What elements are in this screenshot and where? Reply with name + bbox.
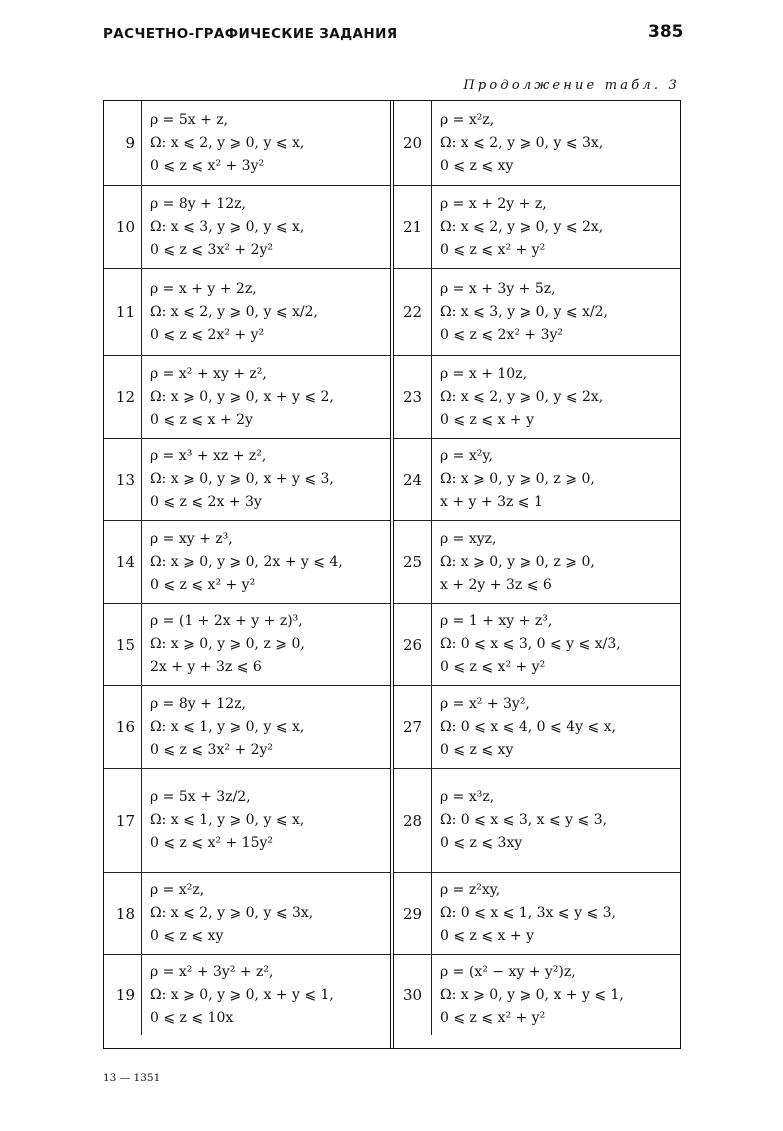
table-row xyxy=(394,521,680,604)
table-row xyxy=(104,356,390,439)
formula-line: 0 ⩽ z ⩽ 10x xyxy=(150,1009,234,1026)
formula-line: ρ = x + 3y + 5z, xyxy=(440,280,556,297)
formula-line: Ω: x ⩽ 2, y ⩾ 0, y ⩽ 2x, xyxy=(440,218,604,235)
variant-formula xyxy=(432,873,680,954)
formula-line: Ω: x ⩾ 0, y ⩾ 0, x + y ⩽ 2, xyxy=(150,388,334,405)
formula-line: Ω: x ⩾ 0, y ⩾ 0, 2x + y ⩽ 4, xyxy=(150,553,343,570)
formula-line: ρ = x³ + xz + z², xyxy=(150,448,267,464)
table-row xyxy=(104,269,390,356)
table-row xyxy=(394,769,680,873)
running-header-title: РАСЧЕТНО-ГРАФИЧЕСКИЕ ЗАДАНИЯ xyxy=(103,26,398,42)
formula-line: ρ = xyz, xyxy=(440,530,497,547)
table-row xyxy=(394,101,680,186)
table-row xyxy=(394,439,680,521)
table-right-column xyxy=(394,101,680,1048)
formula-line: ρ = x² + 3y², xyxy=(440,695,530,712)
variant-number: 22 xyxy=(394,269,432,355)
formula-line: ρ = x²y, xyxy=(440,448,493,464)
variant-number: 13 xyxy=(104,439,142,520)
variant-number: 28 xyxy=(394,769,432,872)
problem-table xyxy=(103,100,681,1049)
variant-formula xyxy=(142,186,390,268)
formula-line: ρ = 5x + 3z/2, xyxy=(150,789,251,805)
formula-line: Ω: x ⩾ 0, y ⩾ 0, z ⩾ 0, xyxy=(440,553,595,570)
formula-line: Ω: x ⩽ 2, y ⩾ 0, y ⩽ 3x, xyxy=(440,134,604,151)
variant-formula xyxy=(142,769,390,872)
variant-formula xyxy=(432,521,680,603)
variant-formula xyxy=(432,604,680,685)
formula-line: Ω: 0 ⩽ x ⩽ 4, 0 ⩽ 4y ⩽ x, xyxy=(440,718,616,735)
variant-number: 26 xyxy=(394,604,432,685)
variant-formula xyxy=(142,873,390,954)
table-continuation-caption: Продолжение табл. 3 xyxy=(463,78,680,93)
formula-line: 0 ⩽ z ⩽ 3x² + 2y² xyxy=(150,241,274,258)
table-row xyxy=(394,269,680,356)
table-row xyxy=(104,955,390,1035)
formula-line: ρ = (x² − xy + y²)z, xyxy=(440,963,576,980)
table-row xyxy=(394,955,680,1035)
formula-line: Ω: x ⩾ 0, y ⩾ 0, x + y ⩽ 3, xyxy=(150,471,334,487)
formula-line: Ω: 0 ⩽ x ⩽ 3, 0 ⩽ y ⩽ x/3, xyxy=(440,636,621,652)
formula-line: ρ = x² + xy + z², xyxy=(150,365,267,382)
table-row xyxy=(104,101,390,186)
variant-number: 19 xyxy=(104,955,142,1035)
formula-line: 0 ⩽ z ⩽ x² + 15y² xyxy=(150,835,274,851)
formula-line: ρ = x + y + 2z, xyxy=(150,280,257,297)
formula-line: Ω: x ⩽ 1, y ⩾ 0, y ⩽ x, xyxy=(150,812,305,828)
page-number: 385 xyxy=(648,22,684,42)
formula-line: Ω: 0 ⩽ x ⩽ 1, 3x ⩽ y ⩽ 3, xyxy=(440,905,616,921)
formula-line: ρ = (1 + 2x + y + z)³, xyxy=(150,613,303,629)
formula-line: 0 ⩽ z ⩽ xy xyxy=(440,741,514,758)
table-left-column xyxy=(104,101,394,1048)
formula-line: 0 ⩽ z ⩽ x + y xyxy=(440,928,534,944)
variant-formula xyxy=(432,439,680,520)
formula-line: 0 ⩽ z ⩽ 3xy xyxy=(440,835,523,851)
formula-line: 0 ⩽ z ⩽ 3x² + 2y² xyxy=(150,741,274,758)
variant-number: 11 xyxy=(104,269,142,355)
formula-line: 0 ⩽ z ⩽ 2x² + 3y² xyxy=(440,326,564,343)
formula-line: 0 ⩽ z ⩽ x² + y² xyxy=(440,1009,546,1026)
formula-line: ρ = 5x + z, xyxy=(150,111,229,128)
formula-line: 0 ⩽ z ⩽ xy xyxy=(440,157,514,174)
variant-number: 27 xyxy=(394,686,432,768)
formula-line: Ω: x ⩾ 0, y ⩾ 0, z ⩾ 0, xyxy=(150,636,305,652)
variant-number: 16 xyxy=(104,686,142,768)
formula-line: 0 ⩽ z ⩽ x² + 3y² xyxy=(150,157,265,174)
variant-number: 9 xyxy=(104,101,142,185)
variant-formula xyxy=(432,769,680,872)
formula-line: Ω: x ⩽ 2, y ⩾ 0, y ⩽ 3x, xyxy=(150,905,314,921)
table-row xyxy=(394,604,680,686)
table-row xyxy=(104,604,390,686)
variant-formula xyxy=(432,686,680,768)
variant-number: 23 xyxy=(394,356,432,438)
table-row xyxy=(104,769,390,873)
variant-formula xyxy=(142,604,390,685)
variant-number: 18 xyxy=(104,873,142,954)
variant-number: 15 xyxy=(104,604,142,685)
table-row xyxy=(104,521,390,604)
formula-line: x + y + 3z ⩽ 1 xyxy=(440,494,543,510)
variant-number: 30 xyxy=(394,955,432,1035)
table-row xyxy=(104,186,390,269)
table-row xyxy=(394,356,680,439)
table-row xyxy=(394,686,680,769)
variant-number: 21 xyxy=(394,186,432,268)
formula-line: 0 ⩽ z ⩽ x² + y² xyxy=(150,576,256,593)
variant-number: 24 xyxy=(394,439,432,520)
formula-line: 0 ⩽ z ⩽ xy xyxy=(150,928,224,944)
formula-line: 0 ⩽ z ⩽ x + 2y xyxy=(150,411,253,428)
formula-line: Ω: x ⩾ 0, y ⩾ 0, z ⩾ 0, xyxy=(440,471,595,487)
variant-formula xyxy=(432,955,680,1035)
formula-line: 0 ⩽ z ⩽ 2x² + y² xyxy=(150,326,265,343)
formula-line: Ω: x ⩾ 0, y ⩾ 0, x + y ⩽ 1, xyxy=(150,986,334,1003)
formula-line: Ω: x ⩽ 2, y ⩾ 0, y ⩽ 2x, xyxy=(440,388,604,405)
table-row xyxy=(104,439,390,521)
variant-number: 29 xyxy=(394,873,432,954)
formula-line: ρ = x + 2y + z, xyxy=(440,195,547,212)
variant-formula xyxy=(432,269,680,355)
variant-number: 14 xyxy=(104,521,142,603)
variant-formula xyxy=(432,356,680,438)
formula-line: ρ = x + 10z, xyxy=(440,365,528,382)
formula-line: 0 ⩽ z ⩽ x² + y² xyxy=(440,659,546,675)
variant-formula xyxy=(142,955,390,1035)
variant-formula xyxy=(432,101,680,185)
formula-line: 0 ⩽ z ⩽ x + y xyxy=(440,411,534,428)
variant-formula xyxy=(142,521,390,603)
variant-formula xyxy=(142,356,390,438)
variant-formula xyxy=(142,269,390,355)
formula-line: 0 ⩽ z ⩽ x² + y² xyxy=(440,241,546,258)
variant-number: 25 xyxy=(394,521,432,603)
table-row xyxy=(104,873,390,955)
formula-line: 0 ⩽ z ⩽ 2x + 3y xyxy=(150,494,262,510)
formula-line: ρ = 8y + 12z, xyxy=(150,695,246,712)
footer-code: 13 — 1351 xyxy=(103,1072,161,1084)
variant-number: 10 xyxy=(104,186,142,268)
formula-line: Ω: x ⩽ 1, y ⩾ 0, y ⩽ x, xyxy=(150,718,305,735)
formula-line: ρ = x²z, xyxy=(440,111,495,128)
formula-line: Ω: x ⩾ 0, y ⩾ 0, x + y ⩽ 1, xyxy=(440,986,624,1003)
formula-line: ρ = x³z, xyxy=(440,789,495,805)
formula-line: ρ = xy + z³, xyxy=(150,530,233,547)
table-row xyxy=(394,186,680,269)
formula-line: Ω: x ⩽ 2, y ⩾ 0, y ⩽ x, xyxy=(150,134,305,151)
variant-number: 17 xyxy=(104,769,142,872)
formula-line: ρ = 1 + xy + z³, xyxy=(440,613,553,629)
formula-line: x + 2y + 3z ⩽ 6 xyxy=(440,576,552,593)
table-row xyxy=(394,873,680,955)
formula-line: Ω: x ⩽ 3, y ⩾ 0, y ⩽ x/2, xyxy=(440,303,608,320)
table-row xyxy=(104,686,390,769)
formula-line: ρ = z²xy, xyxy=(440,882,501,898)
formula-line: ρ = x²z, xyxy=(150,882,205,898)
formula-line: ρ = 8y + 12z, xyxy=(150,195,246,212)
formula-line: ρ = x² + 3y² + z², xyxy=(150,963,274,980)
formula-line: Ω: 0 ⩽ x ⩽ 3, x ⩽ y ⩽ 3, xyxy=(440,812,608,828)
variant-number: 20 xyxy=(394,101,432,185)
formula-line: Ω: x ⩽ 2, y ⩾ 0, y ⩽ x/2, xyxy=(150,303,318,320)
formula-line: 2x + y + 3z ⩽ 6 xyxy=(150,659,262,675)
variant-formula xyxy=(142,686,390,768)
formula-line: Ω: x ⩽ 3, y ⩾ 0, y ⩽ x, xyxy=(150,218,305,235)
variant-formula xyxy=(432,186,680,268)
variant-number: 12 xyxy=(104,356,142,438)
variant-formula xyxy=(142,101,390,185)
variant-formula xyxy=(142,439,390,520)
